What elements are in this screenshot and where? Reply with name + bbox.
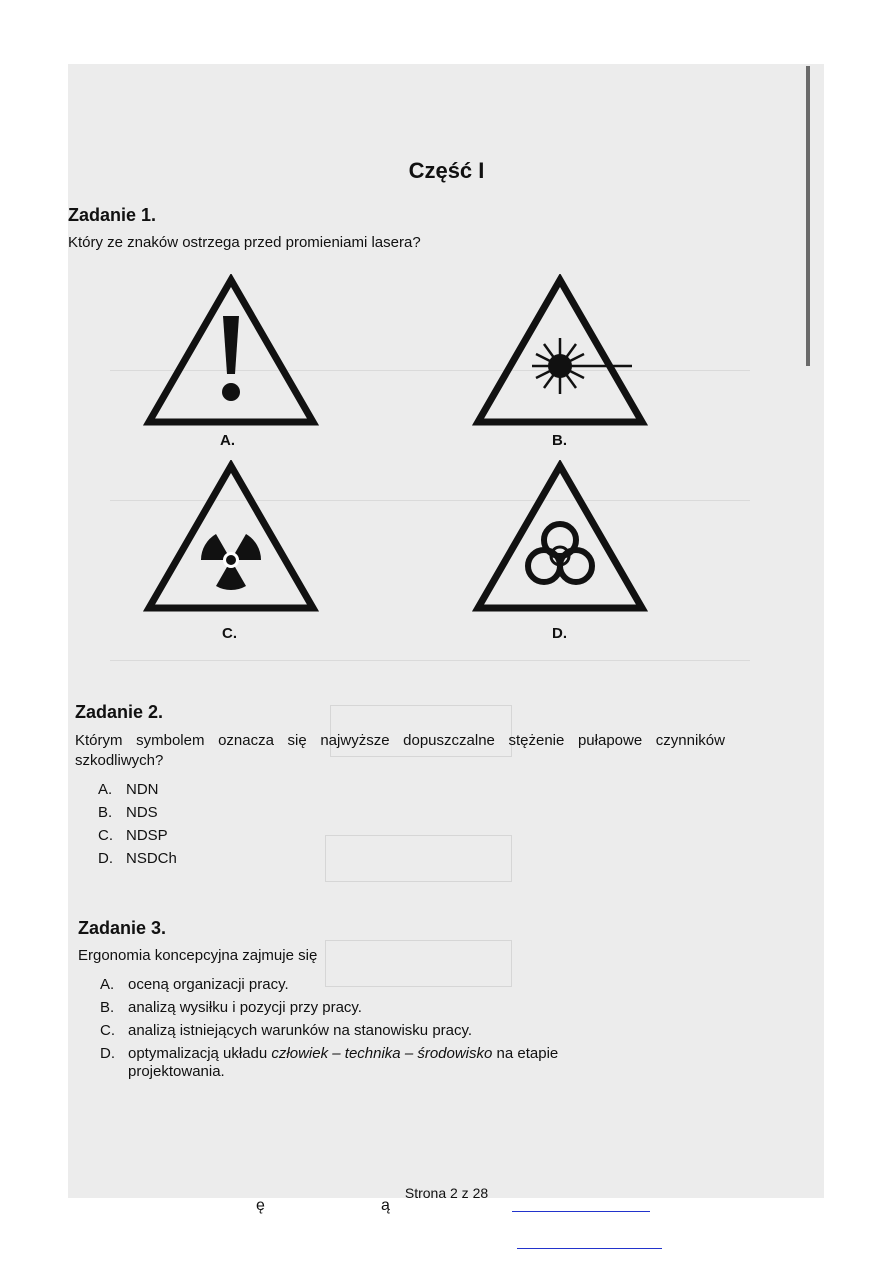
option-letter: C. (98, 827, 113, 844)
page-footer: Strona 2 z 28 (404, 1185, 489, 1201)
option-text-part: na etapie projektowania. (128, 1045, 559, 1080)
stray-char: ę (256, 1197, 265, 1214)
scan-edge-shadow (806, 66, 810, 366)
sign-d (472, 460, 648, 614)
task3-question: Ergonomia koncepcyjna zajmuje się (78, 947, 318, 964)
option-letter: A. (98, 781, 113, 798)
option-text: NSDCh (126, 850, 177, 867)
task1-question: Który ze znaków ostrzega przed promieniami lasera? (68, 234, 421, 251)
list-item[interactable] (100, 1042, 660, 1081)
sign-b (472, 274, 648, 428)
option-text: NDS (126, 804, 158, 821)
sign-c (143, 460, 319, 614)
laser-warning-icon (472, 274, 648, 428)
list-item[interactable] (100, 996, 660, 1019)
sign-c-label: C. (222, 625, 237, 642)
list-item[interactable] (100, 1019, 660, 1042)
option-text: oceną organizacji pracy. (128, 976, 289, 993)
option-text-italic: człowiek – technika – środowisko (271, 1045, 493, 1062)
option-text-part: optymalizacją układu (128, 1045, 272, 1062)
task2-question: Którym symbolem oznacza się najwyższe dopuszczalne stężenie pułapowe czynników szkodliwych? (75, 732, 725, 769)
sign-b-label: B. (552, 432, 567, 449)
list-item[interactable] (98, 778, 177, 801)
list-item[interactable] (98, 824, 177, 847)
option-letter: A. (100, 976, 115, 993)
option-text: analizą istniejących warunków na stanowisku pracy. (128, 1022, 473, 1039)
link-underline[interactable] (512, 1211, 650, 1212)
list-item[interactable] (98, 801, 177, 824)
list-item[interactable] (98, 847, 177, 870)
option-text: NDSP (126, 827, 168, 844)
task2-options (98, 778, 177, 870)
option-letter: B. (100, 999, 115, 1016)
sign-a (143, 274, 319, 428)
exclamation-warning-icon (143, 274, 319, 428)
sign-d-label: D. (552, 625, 567, 642)
option-letter: C. (100, 1022, 115, 1039)
option-text: analizą wysiłku i pozycji przy pracy. (128, 999, 362, 1016)
task3-heading: Zadanie 3. (78, 918, 167, 938)
option-text: NDN (126, 781, 159, 798)
page-title: Część I (408, 158, 485, 183)
option-letter: B. (98, 804, 113, 821)
stray-char: ą (381, 1197, 390, 1214)
link-underline[interactable] (517, 1248, 662, 1249)
biohazard-warning-icon (472, 460, 648, 614)
task2-heading: Zadanie 2. (75, 702, 164, 722)
sign-a-label: A. (220, 432, 235, 449)
list-item[interactable] (100, 973, 660, 996)
option-text (128, 1045, 648, 1081)
option-letter: D. (98, 850, 113, 867)
radiation-warning-icon (143, 460, 319, 614)
task3-options (100, 973, 660, 1081)
option-letter: D. (100, 1045, 115, 1062)
task1-heading: Zadanie 1. (68, 205, 157, 225)
